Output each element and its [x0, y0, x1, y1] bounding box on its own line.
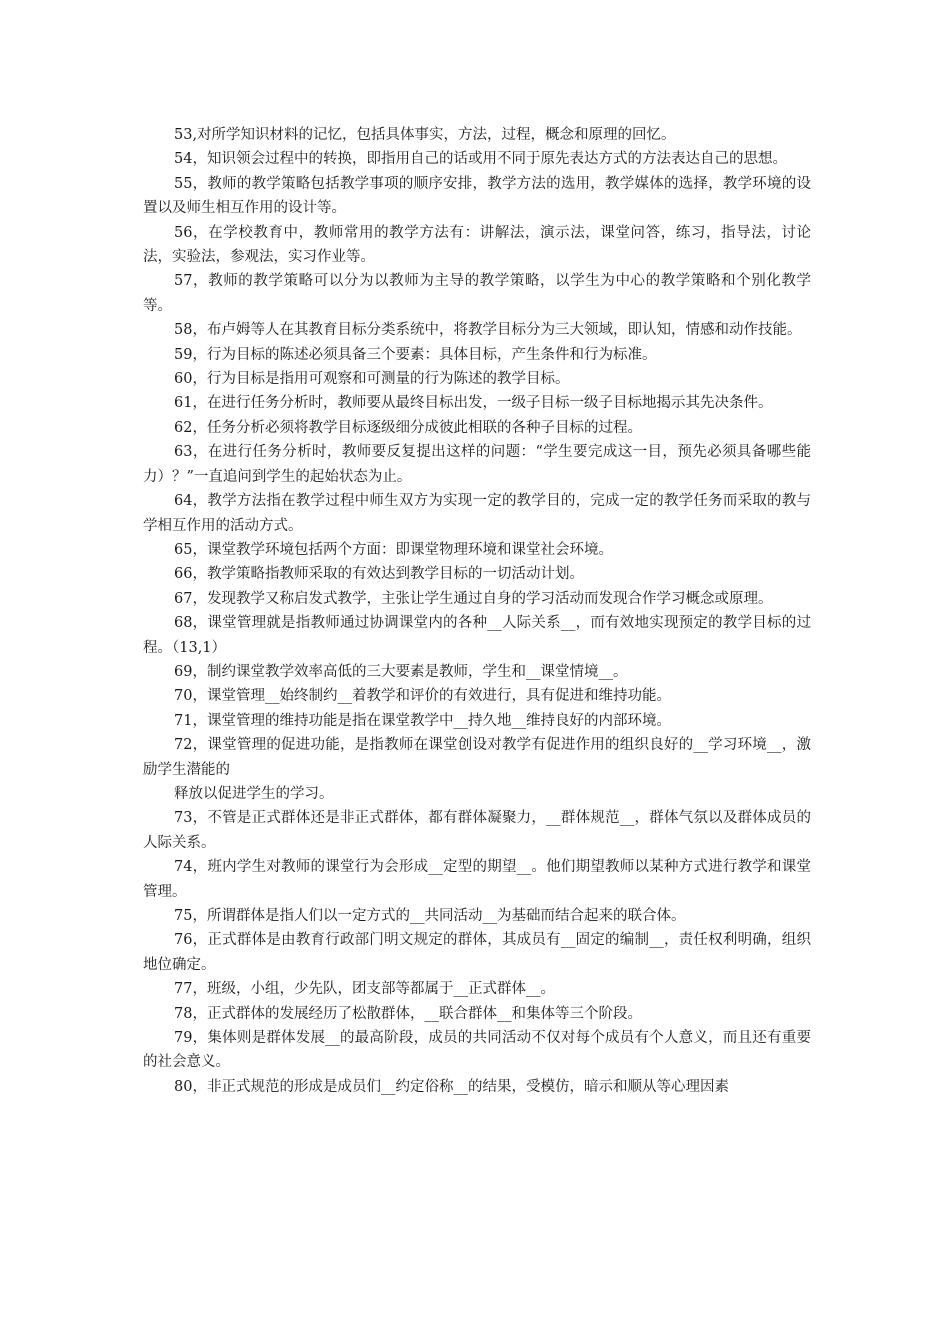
paragraph-55: 55，教师的教学策略包括教学事项的顺序安排，教学方法的选用，教学媒体的选择，教学环境的设置以及师生相互作用的设计等。 — [143, 175, 811, 217]
paragraph-80: 80，非正式规范的形成是成员们__约定俗称__的结果，受模仿，暗示和顺从等心理因素 — [174, 1078, 729, 1095]
paragraph-72-continued: 释放以促进学生的学习。 — [174, 785, 334, 802]
paragraph-75: 75，所谓群体是指人们以一定方式的__共同活动__为基础而结合起来的联合体。 — [174, 908, 686, 924]
paragraph-68: 68，课堂管理就是指教师通过协调课堂内的各种__人际关系__，而有效地实现预定的教学目标的过程。（13,1） — [143, 615, 811, 656]
paragraph-65: 65，课堂教学环境包括两个方面：即课堂物理环境和课堂社会环境。 — [174, 541, 613, 558]
paragraph-73: 73，不管是正式群体还是非正式群体，都有群体凝聚力，__群体规范__，群体气氛以及群体成员的人际关系。 — [143, 810, 811, 851]
paragraph-61: 61，在进行任务分析时，教师要从最终目标出发，一级子目标一级子目标地揭示其先决条件。 — [174, 395, 773, 412]
paragraph-59: 59，行为目标的陈述必须具备三个要素：具体目标，产生条件和行为标准。 — [174, 346, 657, 363]
document-page — [143, 123, 811, 1099]
paragraph-78: 78，正式群体的发展经历了松散群体，__联合群体__和集体等三个阶段。 — [174, 1005, 642, 1022]
paragraph-74: 74，班内学生对教师的课堂行为会形成__定型的期望__。他们期望教师以某种方式进行教学和课堂管理。 — [143, 859, 811, 900]
paragraph-60: 60，行为目标是指用可观察和可测量的行为陈述的教学目标。 — [174, 371, 570, 388]
paragraph-77: 77，班级，小组，少先队，团支部等都属于__正式群体__。 — [174, 981, 555, 998]
paragraph-56: 56，在学校教育中，教师常用的教学方法有：讲解法，演示法，课堂问答，练习，指导法，讨论法，实验法，参观法，实习作业等。 — [143, 224, 811, 266]
paragraph-64: 64，教学方法指在教学过程中师生双方为实现一定的教学目的，完成一定的教学任务而采取的教与学相互作用的活动方式。 — [143, 493, 811, 534]
paragraph-54: 54，知识领会过程中的转换，即指用自己的话或用不同于原先表达方式的方法表达自己的思想。 — [174, 151, 787, 168]
paragraph-72: 72，课堂管理的促进功能，是指教师在课堂创设对教学有促进作用的组织良好的__学习环境__，激励学生潜能的 — [143, 737, 811, 778]
paragraph-79: 79，集体则是群体发展__的最高阶段，成员的共同活动不仅对每个成员有个人意义，而且还有重要的社会意义。 — [143, 1030, 811, 1071]
paragraph-53: 53,对所学知识材料的记忆，包括具体事实，方法，过程，概念和原理的回忆。 — [174, 127, 676, 143]
paragraph-69: 69，制约课堂教学效率高低的三大要素是教师，学生和__课堂情境__。 — [174, 663, 628, 680]
paragraph-67: 67，发现教学又称启发式教学，主张让学生通过自身的学习活动而发现合作学习概念或原理。 — [174, 590, 773, 607]
paragraph-76: 76，正式群体是由教育行政部门明文规定的群体，其成员有__固定的编制__，责任权利明确，组织地位确定。 — [143, 932, 811, 973]
paragraph-62: 62，任务分析必须将教学目标逐级细分成彼此相联的各种子目标的过程。 — [174, 419, 642, 436]
paragraph-63: 63，在进行任务分析时，教师要反复提出这样的问题：“学生要完成这一目，预先必须具备哪些能力）？”一直追问到学生的起始状态为止。 — [143, 444, 811, 485]
paragraph-66: 66，教学策略指教师采取的有效达到教学目标的一切活动计划。 — [174, 566, 584, 583]
paragraph-70: 70，课堂管理__始终制约__着教学和评价的有效进行，具有促进和维持功能。 — [174, 688, 671, 705]
paragraph-57: 57，教师的教学策略可以分为以教师为主导的教学策略，以学生为中心的教学策略和个别化教学等。 — [143, 273, 811, 314]
paragraph-71: 71，课堂管理的维持功能是指在课堂教学中__持久地__维持良好的内部环境。 — [174, 712, 671, 729]
paragraph-58: 58，布卢姆等人在其教育目标分类系统中，将教学目标分为三大领域，即认知，情感和动作技能。 — [174, 322, 802, 339]
